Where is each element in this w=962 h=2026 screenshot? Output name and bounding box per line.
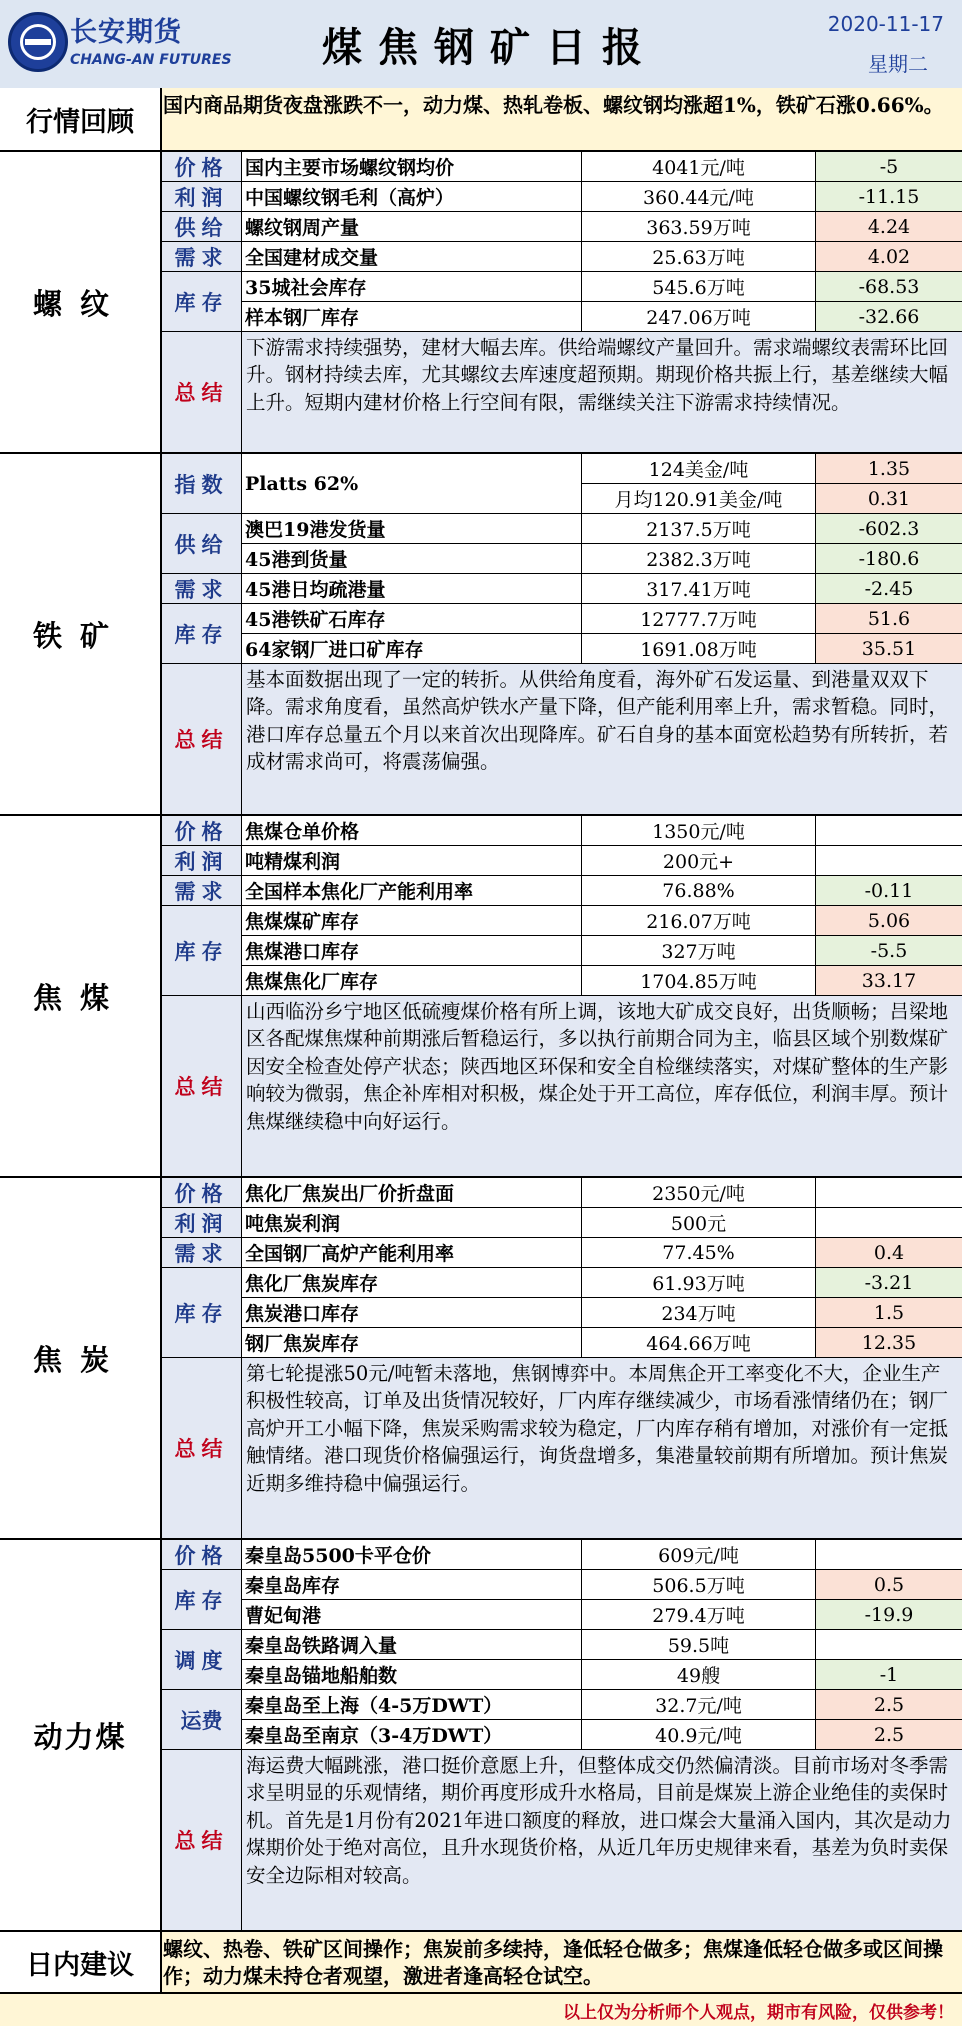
indicator-value: 2137.5万吨 (582, 514, 816, 544)
indicator-change: 33.17 (816, 966, 962, 996)
indicator-change: -180.6 (816, 544, 962, 574)
indicator-value: 1704.85万吨 (582, 966, 816, 996)
indicator-change: 2.5 (816, 1720, 962, 1750)
logo-english-name: CHANG-AN FUTURES (70, 52, 232, 68)
indicator-change: 12.35 (816, 1328, 962, 1358)
indicator-value: 216.07万吨 (582, 906, 816, 936)
category-label: 价格 (162, 816, 242, 846)
indicator-value: 32.7元/吨 (582, 1690, 816, 1720)
indicator-name: 45港日均疏港量 (242, 574, 582, 604)
section-label: 铁矿 (0, 454, 162, 814)
section-label: 焦炭 (0, 1178, 162, 1538)
indicator-change: 0.4 (816, 1238, 962, 1268)
disclaimer-footer (0, 1994, 962, 2026)
indicator-name: 64家钢厂进口矿库存 (242, 634, 582, 664)
indicator-value: 506.5万吨 (582, 1570, 816, 1600)
indicator-change: 5.06 (816, 906, 962, 936)
section-coke (0, 1178, 962, 1540)
category-label: 价格 (162, 1178, 242, 1208)
indicator-change (816, 1208, 962, 1238)
section-coking-coal (0, 816, 962, 1178)
indicator-value: 12777.7万吨 (582, 604, 816, 634)
report-title: 煤焦钢矿日报 (322, 24, 658, 71)
indicator-name: 秦皇岛锚地船舶数 (242, 1660, 582, 1690)
indicator-change: -11.15 (816, 182, 962, 212)
indicator-name: 样本钢厂库存 (242, 302, 582, 332)
indicator-change (816, 1540, 962, 1570)
intraday-advice-label: 日内建议 (0, 1932, 162, 1992)
indicator-name: 焦煤仓单价格 (242, 816, 582, 846)
indicator-change: -19.9 (816, 1600, 962, 1630)
section-summary-text: 海运费大幅跳涨，港口挺价意愿上升，但整体成交仍然偏清淡。目前市场对冬季需求呈明显的乐观情绪，期价再度形成升水格局，目前是煤炭上游企业绝佳的卖保时机。首先是1月份有2021年进口额度的释放，进口煤会大量涌入国内，其次是动力煤期价处于绝对高位，且升水现货价格，从近几年历史规律来看，基差为负时卖保安全边际相对较高。 (242, 1750, 962, 1930)
market-review-label: 行情回顾 (0, 88, 162, 150)
indicator-change: 2.5 (816, 1690, 962, 1720)
indicator-name: 焦煤焦化厂库存 (242, 966, 582, 996)
section-label: 动力煤 (0, 1540, 162, 1930)
indicator-value: 25.63万吨 (582, 242, 816, 272)
indicator-name: 吨精煤利润 (242, 846, 582, 876)
category-label: 库存 (162, 1570, 242, 1630)
indicator-change: 4.24 (816, 212, 962, 242)
indicator-name: Platts 62% (242, 454, 582, 514)
indicator-name: 焦化厂焦炭出厂价折盘面 (242, 1178, 582, 1208)
summary-category-label: 总结 (162, 1750, 242, 1930)
category-label: 利润 (162, 182, 242, 212)
indicator-value: 76.88% (582, 876, 816, 906)
category-label: 价格 (162, 1540, 242, 1570)
summary-category-label: 总结 (162, 1358, 242, 1538)
indicator-value: 1691.08万吨 (582, 634, 816, 664)
indicator-name: 螺纹钢周产量 (242, 212, 582, 242)
indicator-name: 曹妃甸港 (242, 1600, 582, 1630)
category-label: 库存 (162, 906, 242, 996)
indicator-value: 500元 (582, 1208, 816, 1238)
category-label: 利润 (162, 1208, 242, 1238)
section-summary-text: 山西临汾乡宁地区低硫瘦煤价格有所上调，该地大矿成交良好，出货顺畅；吕梁地区各配煤焦煤种前期涨后暂稳运行，多以执行前期合同为主，临县区域个别数煤矿因安全检查处停产状态；陕西地区环保和安全自检继续落实，对煤矿整体的生产影响较为微弱，焦企补库相对积极，煤企处于开工高位，库存低位，利润丰厚。预计焦煤继续稳中向好运行。 (242, 996, 962, 1176)
indicator-change: 0.31 (816, 484, 962, 514)
indicator-change: -5.5 (816, 936, 962, 966)
section-summary-text: 下游需求持续强势，建材大幅去库。供给端螺纹产量回升。需求端螺纹表需环比回升。钢材持续去库，尤其螺纹去库速度超预期。期现价格共振上行，基差继续大幅上升。短期内建材价格上行空间有限，需继续关注下游需求持续情况。 (242, 332, 962, 452)
indicator-change: -5 (816, 152, 962, 182)
indicator-change: -3.21 (816, 1268, 962, 1298)
category-label: 价格 (162, 152, 242, 182)
indicator-change: 4.02 (816, 242, 962, 272)
category-label: 供给 (162, 212, 242, 242)
indicator-value: 40.9元/吨 (582, 1720, 816, 1750)
category-label: 需求 (162, 242, 242, 272)
indicator-name: 焦化厂焦炭库存 (242, 1268, 582, 1298)
category-label: 库存 (162, 272, 242, 332)
indicator-change: -0.11 (816, 876, 962, 906)
indicator-change: -2.45 (816, 574, 962, 604)
indicator-value: 4041元/吨 (582, 152, 816, 182)
indicator-value: 2382.3万吨 (582, 544, 816, 574)
indicator-value: 2350元/吨 (582, 1178, 816, 1208)
intraday-advice-text: 螺纹、热卷、铁矿区间操作；焦炭前多续持，逢低轻仓做多；焦煤逢低轻仓做多或区间操作；动力煤未持仓者观望，激进者逢高轻仓试空。 (163, 1937, 943, 1988)
indicator-name: 钢厂焦炭库存 (242, 1328, 582, 1358)
indicator-name: 国内主要市场螺纹钢均价 (242, 152, 582, 182)
indicator-value: 月均120.91美金/吨 (582, 484, 816, 514)
indicator-name: 焦煤煤矿库存 (242, 906, 582, 936)
category-label: 利润 (162, 846, 242, 876)
indicator-value: 61.93万吨 (582, 1268, 816, 1298)
report-weekday: 星期二 (868, 52, 928, 76)
indicator-value: 49艘 (582, 1660, 816, 1690)
category-label: 供给 (162, 514, 242, 574)
category-label: 需求 (162, 1238, 242, 1268)
section-thermal-coal (0, 1540, 962, 1932)
indicator-name: 焦煤港口库存 (242, 936, 582, 966)
indicator-name: 秦皇岛库存 (242, 1570, 582, 1600)
indicator-value: 317.41万吨 (582, 574, 816, 604)
indicator-value: 609元/吨 (582, 1540, 816, 1570)
category-label: 调度 (162, 1630, 242, 1690)
market-review-row (0, 88, 962, 152)
indicator-name: 中国螺纹钢毛利（高炉） (242, 182, 582, 212)
section-rebar (0, 152, 962, 454)
indicator-value: 327万吨 (582, 936, 816, 966)
indicator-value: 545.6万吨 (582, 272, 816, 302)
indicator-name: 吨焦炭利润 (242, 1208, 582, 1238)
indicator-name: 澳巴19港发货量 (242, 514, 582, 544)
indicator-name: 秦皇岛5500卡平仓价 (242, 1540, 582, 1570)
indicator-name: 秦皇岛铁路调入量 (242, 1630, 582, 1660)
indicator-value: 247.06万吨 (582, 302, 816, 332)
indicator-change: -602.3 (816, 514, 962, 544)
indicator-value: 124美金/吨 (582, 454, 816, 484)
category-label: 库存 (162, 604, 242, 664)
indicator-name: 45港铁矿石库存 (242, 604, 582, 634)
indicator-change (816, 1630, 962, 1660)
indicator-name: 焦炭港口库存 (242, 1298, 582, 1328)
indicator-change: 35.51 (816, 634, 962, 664)
section-summary-text: 第七轮提涨50元/吨暂未落地，焦钢博弈中。本周焦企开工率变化不大，企业生产积极性较高，订单及出货情况较好，厂内库存继续减少，市场看涨情绪仍在；钢厂高炉开工小幅下降，焦炭采购需求较为稳定，厂内库存稍有增加，对涨价有一定抵触情绪。港口现货价格偏强运行，询货盘增多，集港量较前期有所增加。预计焦炭近期多维持稳中偏强运行。 (242, 1358, 962, 1538)
category-label: 运费 (162, 1690, 242, 1750)
intraday-advice-row (0, 1932, 962, 1994)
report-date: 2020-11-17 (827, 12, 944, 36)
indicator-name: 45港到货量 (242, 544, 582, 574)
indicator-value: 464.66万吨 (582, 1328, 816, 1358)
category-label: 需求 (162, 876, 242, 906)
indicator-name: 35城社会库存 (242, 272, 582, 302)
section-label: 螺纹 (0, 152, 162, 452)
section-label: 焦煤 (0, 816, 162, 1176)
category-label: 指数 (162, 454, 242, 514)
section-summary-text: 基本面数据出现了一定的转折。从供给角度看，海外矿石发运量、到港量双双下降。需求角度看，虽然高炉铁水产量下降，但产能利用率上升，需求暂稳。同时，港口库存总量五个月以来首次出现降库。矿石自身的基本面宽松趋势有所转折，若成材需求尚可，将震荡偏强。 (242, 664, 962, 814)
section-iron-ore (0, 454, 962, 816)
summary-category-label: 总结 (162, 664, 242, 814)
report-header (0, 0, 962, 90)
indicator-change (816, 1178, 962, 1208)
indicator-change: 1.35 (816, 454, 962, 484)
disclaimer-text: 以上仅为分析师个人观点，期市有风险，仅供参考！ (563, 2003, 954, 2023)
indicator-change: -32.66 (816, 302, 962, 332)
indicator-change: 0.5 (816, 1570, 962, 1600)
indicator-change (816, 846, 962, 876)
indicator-value: 360.44元/吨 (582, 182, 816, 212)
indicator-change: 1.5 (816, 1298, 962, 1328)
indicator-name: 秦皇岛至上海（4-5万DWT） (242, 1690, 582, 1720)
summary-category-label: 总结 (162, 332, 242, 452)
indicator-name: 全国样本焦化厂产能利用率 (242, 876, 582, 906)
indicator-name: 秦皇岛至南京（3-4万DWT） (242, 1720, 582, 1750)
category-label: 需求 (162, 574, 242, 604)
indicator-value: 200元+ (582, 846, 816, 876)
indicator-change: 51.6 (816, 604, 962, 634)
indicator-change: -68.53 (816, 272, 962, 302)
market-review-text: 国内商品期货夜盘涨跌不一，动力煤、热轧卷板、螺纹钢均涨超1%，铁矿石涨0.66%。 (163, 93, 944, 117)
indicator-name: 全国建材成交量 (242, 242, 582, 272)
indicator-value: 1350元/吨 (582, 816, 816, 846)
indicator-change: -1 (816, 1660, 962, 1690)
indicator-value: 77.45% (582, 1238, 816, 1268)
indicator-change (816, 816, 962, 846)
summary-category-label: 总结 (162, 996, 242, 1176)
indicator-value: 234万吨 (582, 1298, 816, 1328)
indicator-value: 59.5吨 (582, 1630, 816, 1660)
category-label: 库存 (162, 1268, 242, 1358)
indicator-value: 363.59万吨 (582, 212, 816, 242)
changan-logo-icon (8, 12, 68, 72)
indicator-name: 全国钢厂高炉产能利用率 (242, 1238, 582, 1268)
logo-chinese-name: 长安期货 (70, 17, 182, 48)
indicator-value: 279.4万吨 (582, 1600, 816, 1630)
